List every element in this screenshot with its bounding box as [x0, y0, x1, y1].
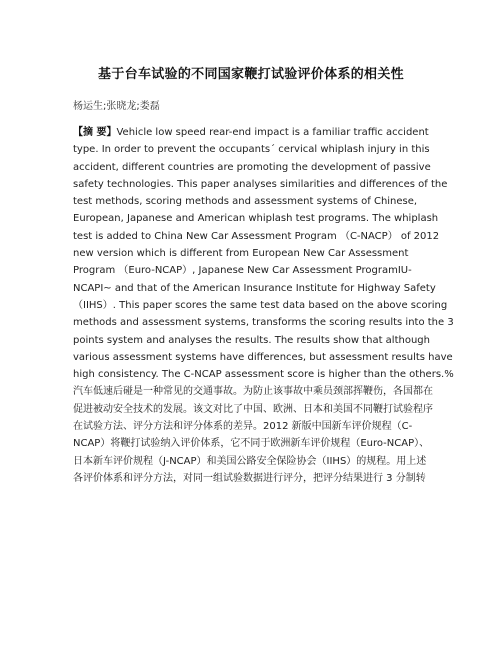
abstract-line: 日本新车评价规程（J-NCAP）和美国公路安全保险协会（IIHS）的规程。用上述 — [73, 455, 427, 467]
abstract-line: 促进被动安全技术的发展。该文对比了中国、欧洲、日本和美国不同鞭打试验程序 — [73, 403, 433, 415]
abstract-line: 汽车低速后碰是一种常见的交通事故。为防止该事故中乘员颈部挥鞭伤，各国都在 — [73, 386, 433, 398]
abstract-line: new version which is different from European New Car Assessment — [73, 248, 409, 260]
abstract-line-text: Vehicle low speed rear-end impact is a familiar traffic accident — [116, 127, 429, 138]
abstract-line: type. In order to prevent the occupantsˊ cervical whiplash injury in this — [73, 144, 430, 156]
abstract-line: methods and assessment systems, transforms the scoring results into the 3 — [73, 317, 454, 329]
abstract-line: （IIHS）. This paper scores the same test data based on the above scoring — [73, 299, 448, 311]
abstract-line: safety technologies. This paper analyses similarities and differences of the — [73, 178, 448, 190]
abstract-line: European, Japanese and American whiplash test programs. The whiplash — [73, 213, 439, 225]
abstract-line: points system and analyses the results. The results show that although — [73, 334, 430, 346]
abstract-line: accident, different countries are promoting the development of passive — [73, 161, 431, 173]
abstract-line: various assessment systems have differences, but assessment results have — [73, 351, 453, 363]
abstract-label: 【摘 要】 — [73, 127, 117, 138]
paper-title: 基于台车试验的不同国家鞭打试验评价体系的相关性 — [98, 67, 404, 82]
abstract-line: test methods, scoring methods and assessment systems of Chinese, — [73, 196, 418, 208]
abstract-line: high consistency. The C-NCAP assessment score is higher than the others.% — [73, 369, 454, 381]
abstract-line: Program （Euro-NCAP）, Japanese New Car Assessment ProgramIU- — [73, 265, 412, 277]
abstract-line: NCAP）将鞭打试验纳入评价体系，它不同于欧洲新车评价规程（Euro-NCAP）、 — [73, 438, 430, 450]
abstract-line: NCAPI~ and that of the American Insurance Institute for Highway Safety — [73, 282, 436, 294]
abstract-line: 各评价体系和评分方法，对同一组试验数据进行评分，把评分结果进行 3 分制转 — [73, 472, 426, 484]
abstract-block — [73, 124, 454, 487]
paper-authors: 杨运生;张晓龙;娄磊 — [73, 101, 160, 112]
abstract-line: 在试验方法、评分方法和评分体系的差异。2012 新版中国新车评价规程（C- — [73, 421, 413, 433]
abstract-line: test is added to China New Car Assessment Program （C-NACP） of 2012 — [73, 230, 440, 242]
abstract-line — [73, 124, 433, 141]
